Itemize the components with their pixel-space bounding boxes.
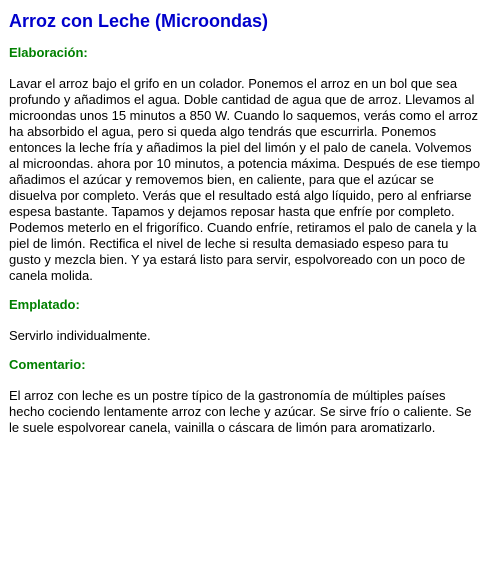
section-heading-comentario: Comentario:: [9, 357, 86, 372]
section-text-comentario: El arroz con leche es un postre típico de la gastronomía de múltiples países hecho cociendo lentamente arroz con leche y azúcar. Se sirve frío o caliente. Se le suele espolvorear canela, vainilla o cáscara de limón para aromatizarlo.: [9, 388, 472, 435]
section-heading-emplatado: Emplatado:: [9, 297, 80, 312]
section-heading-elaboracion: Elaboración:: [9, 45, 88, 60]
page-title: Arroz con Leche (Microondas): [9, 11, 269, 31]
section-text-emplatado: Servirlo individualmente.: [9, 328, 151, 343]
section-text-elaboracion: Lavar el arroz bajo el grifo en un colador. Ponemos el arroz en un bol que sea profundo y añadimos el agua. Doble cantidad de agua que de arroz. Llevamos al microondas unos 15 minutos a 850 W. Cuando lo saquemos, verás como el arroz ha absorbido el agua, pero si queda algo tendrás que escurrirla. Ponemos entonces la leche fría y añadimos la piel del limón y el palo de canela. Volvemos al microondas. ahora por 10 minutos, a potencia máxima. Después de ese tiempo añadimos el azúcar y removemos bien, en caliente, para que el azúcar se disuelva por completo. Verás que el resultado está algo líquido, pero al enfriarse espesa bastante. Tapamos y dejamos reposar hasta que enfríe por completo. Podemos meterlo en el frigorífico. Cuando enfríe, retiramos el palo de canela y la piel de limón. Rectifica el nivel de leche si resulta demasiado espeso para tu gusto y mezcla bien. Y ya estará listo para servir, espolvoreado con un poco de canela molida.: [9, 76, 481, 283]
